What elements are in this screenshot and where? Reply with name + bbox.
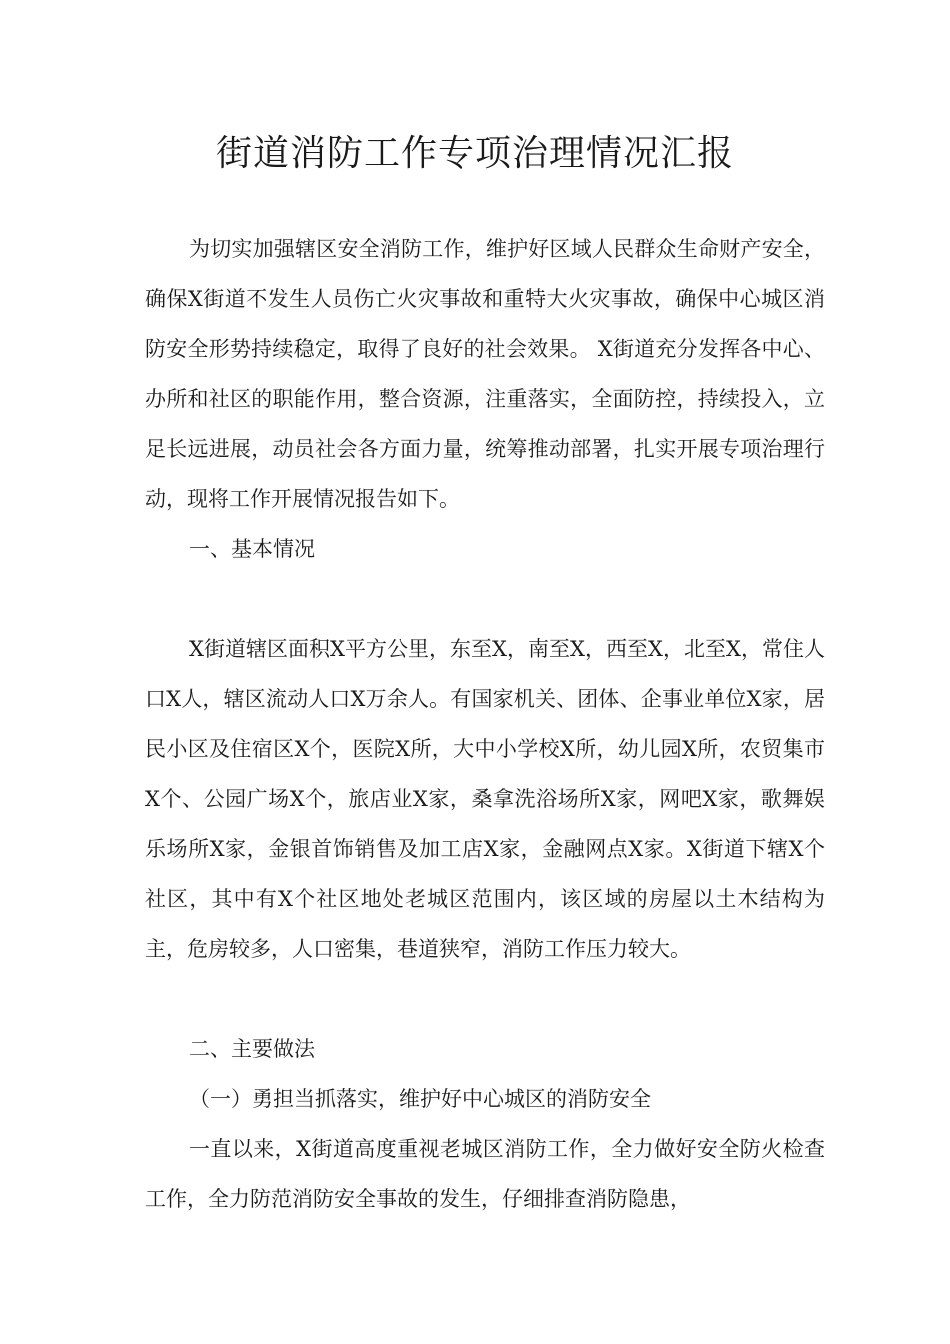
section-heading-main-practices: 二、主要做法 xyxy=(189,1037,315,1061)
subsection-1-paragraph: 一直以来，X街道高度重视老城区消防工作，全力做好安全防火检查工作，全力防范消防安全事故的发生，仔细排查消防隐患， xyxy=(145,1137,825,1211)
intro-paragraph: 为切实加强辖区安全消防工作，维护好区域人民群众生命财产安全，确保X街道不发生人员伤亡火灾事故和重特大火灾事故，确保中心城区消防安全形势持续稳定，取得了良好的社会效果。 X街道充分发挥各中心、办所和社区的职能作用，整合资源，注重落实，全面防控，持续投入，立足长远进展，动员社会各方面力量，统筹推动部署，扎实开展专项治理行动，现将工作开展情况报告如下。 xyxy=(145,237,825,511)
document-title: 街道消防工作专项治理情况汇报 xyxy=(215,133,734,174)
section-heading-basic-situation: 一、基本情况 xyxy=(189,537,315,561)
subsection-heading-1: （一）勇担当抓落实，维护好中心城区的消防安全 xyxy=(189,1087,651,1111)
basic-situation-paragraph: X街道辖区面积X平方公里，东至X，南至X，西至X，北至X，常住人口X人，辖区流动人口X万余人。有国家机关、团体、企事业单位X家，居民小区及住宿区X个，医院X所，大中小学校X所，幼儿园X所，农贸集市X个、公园广场X个，旅店业X家，桑拿洗浴场所X家，网吧X家，歌舞娱乐场所X家，金银首饰销售及加工店X家，金融网点X家。X街道下辖X个社区，其中有X个社区地处老城区范围内，该区域的房屋以土木结构为主，危房较多，人口密集，巷道狭窄，消防工作压力较大。 xyxy=(145,637,825,961)
